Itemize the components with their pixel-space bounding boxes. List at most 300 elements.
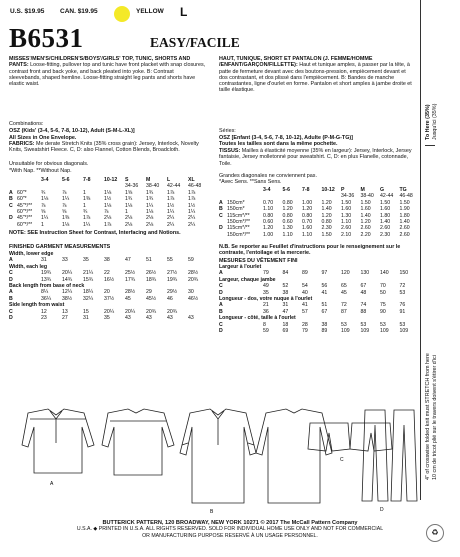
measurement-value: 53 xyxy=(341,321,347,328)
footer-line3: OR MANUFACTURING PURPOSE RESERVÉ À UN USAGE PERSONNEL. xyxy=(142,532,318,539)
measurement-value: 90 xyxy=(380,308,386,315)
measurement-value: 18¼ xyxy=(83,289,94,296)
measurement-value: 45 xyxy=(125,295,131,302)
yardage-value: 1⅝ xyxy=(125,189,133,196)
measurement-value: 45 xyxy=(341,289,347,296)
description-body-fr: Haut et tunique amples, à passer par la tête, à patte de fermeture devant avec des boutons-pression, empiècement devant et dos contrastant, et dos plissé dans l'empiècement. B: Bandes de manche contrastantes, ligne d'ourlet en forme. Pantalon et short amples à jambe droite et taille élastique. xyxy=(219,62,412,94)
view-letter: A xyxy=(219,270,223,277)
size-subcol: 46-48 xyxy=(399,193,413,200)
view-letter: C xyxy=(9,202,13,209)
fabric-width: 150cm*/** xyxy=(227,219,251,226)
measurement-value: 27 xyxy=(62,315,68,322)
fabric-width: 150cm* xyxy=(227,199,245,206)
measurement-value: 20¼ xyxy=(62,270,73,277)
yardage-value: 2⅛ xyxy=(125,221,133,228)
view-letter: D xyxy=(9,276,13,283)
size-col: S xyxy=(125,177,129,183)
measurement-value: 72 xyxy=(399,283,406,290)
yardage-value: 2.60 xyxy=(341,225,352,232)
measurement-value: 88 xyxy=(360,308,367,315)
measurement-value: 20¼ xyxy=(125,308,136,315)
view-letter: A xyxy=(9,289,13,296)
yardage-row xyxy=(9,222,209,228)
size-col: XL xyxy=(188,177,195,183)
measurement-value: 54 xyxy=(302,283,308,290)
fabrics-en xyxy=(9,141,207,154)
measurement-value: 29½ xyxy=(167,289,178,296)
yardage-value: 1.60 xyxy=(341,206,352,213)
view-letter: B xyxy=(219,308,223,315)
measurement-value: 16½ xyxy=(104,276,115,283)
yardage-value: ⅝ xyxy=(62,209,67,216)
yardage-value: 2.20 xyxy=(360,231,371,238)
yardage-value: 1.50 xyxy=(321,231,332,238)
size-col: 7-8 xyxy=(302,187,310,193)
yardage-value: 1.10 xyxy=(282,231,293,238)
yardage-value: 1⅛ xyxy=(104,189,112,196)
size-col: 5-6 xyxy=(62,177,70,183)
size-subcol: 38-40 xyxy=(146,183,160,190)
measurement-row xyxy=(9,315,209,321)
yardage-value: 1.50 xyxy=(399,199,410,206)
measurement-value: 18 xyxy=(282,321,289,328)
measurement-value: 75 xyxy=(380,302,386,309)
yardage-value: 1⅜ xyxy=(62,215,70,222)
measurement-value: 67 xyxy=(321,308,328,315)
view-letter: C xyxy=(219,212,223,219)
view-letter: A xyxy=(9,189,13,196)
yardage-value: 1⅛ xyxy=(62,221,70,228)
yardage-value: 1⅞ xyxy=(83,215,91,222)
measurement-value: 20¾ xyxy=(146,308,157,315)
yardage-value: 2.60 xyxy=(360,225,371,232)
yardage-value: 1⅞ xyxy=(167,196,175,203)
measurement-value: 20 xyxy=(104,289,110,296)
measurement-value: 8¼ xyxy=(41,289,49,296)
measurement-heading: Width, each leg xyxy=(9,263,47,270)
measurement-value: 38 xyxy=(104,257,110,264)
description-fr xyxy=(219,56,415,94)
yardage-value: 1.90 xyxy=(399,206,410,213)
sketch-view-d xyxy=(362,410,417,501)
description-en xyxy=(9,56,207,87)
size-subcol: 38-40 xyxy=(360,193,374,200)
fabrics-body: Me derate Stretch Knits (35% cross grain): Jersey, Interlock, Novelty Knits, Sweatshirt Fleece. C, D: also Flannel, Cotton Blends, Broadcloth. xyxy=(9,141,199,154)
size-col: L xyxy=(167,177,171,183)
yardage-value: 2¼ xyxy=(188,221,196,228)
measurement-value: 109 xyxy=(399,328,409,335)
view-label-d: D xyxy=(380,507,384,513)
sketch-view-a xyxy=(22,409,94,473)
all-sizes-fr: Toutes les tailles sont dans la même pochette. xyxy=(219,141,338,147)
footer xyxy=(0,520,460,539)
measurement-heading: Longueur - côté, taille à l'ourlet xyxy=(219,315,296,322)
yardage-value: 2⅛ xyxy=(146,221,154,228)
yardage-value: 1.20 xyxy=(302,206,313,213)
measurement-value: 23 xyxy=(41,315,47,322)
finished-title: FINISHED GARMENT MEASUREMENTS xyxy=(9,244,111,250)
stretch-guide-line xyxy=(420,0,421,500)
measurement-value: 28½ xyxy=(125,289,136,296)
measurement-value: 40 xyxy=(302,289,308,296)
yardage-value: 0.80 xyxy=(321,219,332,226)
yellow-dot-icon xyxy=(114,6,130,22)
yardage-value: 1.80 xyxy=(399,212,410,219)
yardage-value: 0.80 xyxy=(263,212,274,219)
view-letter: B xyxy=(9,295,13,302)
measurement-value: 89 xyxy=(302,270,308,277)
stretch-note-fr: 10 cm de tricot plié sur le travers doivent s'étirer d'ici xyxy=(432,355,438,480)
yardage-value: 1.20 xyxy=(360,219,371,226)
measurement-heading: Side length from waist xyxy=(9,302,65,309)
yardage-value: 1.10 xyxy=(302,231,313,238)
view-letter: A xyxy=(219,199,223,206)
size-subcol: 42-44 xyxy=(380,193,394,200)
yardage-value: 1.30 xyxy=(282,225,293,232)
description-title-fr: HAUT, TUNIQUE, SHORT ET PANTALON (J. FEMME/HOMME /ENFANT/GARÇON/FILLETTE): xyxy=(219,56,373,69)
measurement-value: 22 xyxy=(104,270,110,277)
fabric-width: 45"*/** xyxy=(17,202,33,209)
size-col: 10-12 xyxy=(104,177,118,183)
combinations-label: Combinations: xyxy=(9,121,44,127)
measurement-value: 84 xyxy=(282,270,289,277)
yardage-value: 1⅛ xyxy=(104,202,112,209)
tissus-fr xyxy=(219,148,415,167)
yardage-value: 1⅛ xyxy=(41,196,49,203)
measurement-value: 65 xyxy=(341,283,347,290)
size-col: TG xyxy=(399,187,407,193)
view-letter xyxy=(219,232,227,238)
measurement-value: 35 xyxy=(83,257,89,264)
measurement-value: 31 xyxy=(282,302,289,309)
price-can: CAN. $19.95 xyxy=(60,8,98,15)
yardage-value: 0.80 xyxy=(282,199,293,206)
yardage-value: 2.60 xyxy=(380,225,391,232)
diagonales-note: Grandes diagonales ne conviennent pas. xyxy=(219,173,318,179)
see-note-fr: N.B. Se reporter au Feuillet d'instructions pour le renseignement sur le contraste, l'entoilage et la mercerie. xyxy=(219,244,401,257)
yardage-value: 1.10 xyxy=(263,206,274,213)
size-col: 5-6 xyxy=(282,187,290,193)
yardage-value: 2⅛ xyxy=(104,215,112,222)
yardage-table-en xyxy=(9,177,209,228)
measurement-value: 27½ xyxy=(167,270,178,277)
sketch-view-b xyxy=(180,409,256,503)
yardage-value: 1.50 xyxy=(360,199,371,206)
yardage-value: 1.50 xyxy=(380,199,391,206)
sketch-view-a-back xyxy=(102,409,174,475)
size-col: G xyxy=(380,187,385,193)
size-subcol: 34-36 xyxy=(125,183,139,190)
fabrics-label: FABRICS: xyxy=(9,141,35,147)
size-subcol: 34-36 xyxy=(341,193,355,200)
measurement-value: 51 xyxy=(146,257,152,264)
yardage-value: 0.60 xyxy=(263,219,274,226)
measurement-value: 57 xyxy=(302,308,308,315)
measurement-value: 25½ xyxy=(125,270,136,277)
yardage-value: 2⅛ xyxy=(146,215,154,222)
view-letter: A xyxy=(9,257,13,264)
measurement-heading: Longueur - dos, votre nuque à l'ourlet xyxy=(219,296,313,303)
yardage-value: 1⅞ xyxy=(104,221,112,228)
measurement-value: 28 xyxy=(302,321,308,328)
technical-sketches xyxy=(10,405,420,515)
view-letter: C xyxy=(219,321,223,328)
measurement-value: 32¼ xyxy=(83,295,94,302)
fabric-width: 60"*/** xyxy=(17,221,33,228)
measurement-value: 49 xyxy=(263,283,269,290)
measurement-heading: Largeur à l'ourlet xyxy=(219,264,262,270)
size-col: M xyxy=(146,177,151,183)
measurement-value: 13 xyxy=(62,308,68,315)
yardage-value: ⅞ xyxy=(62,189,67,196)
yardage-value: 1¼ xyxy=(41,215,49,222)
yardage-value: 1.20 xyxy=(282,206,293,213)
yardage-value: 0.80 xyxy=(282,212,293,219)
yardage-value: 2.60 xyxy=(399,231,410,238)
measurement-value: 12 xyxy=(41,308,47,315)
difficulty: EASY/FACILE xyxy=(150,35,240,50)
view-letter: D xyxy=(9,315,13,322)
tissus-label: TISSUS: xyxy=(219,148,241,154)
view-letter xyxy=(9,222,17,228)
fabric-width: 60"*/** xyxy=(17,209,33,216)
yardage-table-fr xyxy=(219,187,419,238)
measurement-value: 36¼ xyxy=(41,295,52,302)
yardage-value: 2.30 xyxy=(321,225,332,232)
measurement-value: 97 xyxy=(321,270,328,277)
price-us: U.S. $19.95 xyxy=(10,8,45,15)
yardage-value: ¾ xyxy=(83,209,88,216)
measurement-value: 33 xyxy=(62,257,68,264)
yardage-value: 0.70 xyxy=(302,219,313,226)
yardage-row xyxy=(219,232,419,238)
measurement-value: 31 xyxy=(41,257,47,264)
view-letter: C xyxy=(9,308,13,315)
measurement-value: 140 xyxy=(380,270,389,277)
measurement-value: 43 xyxy=(146,315,152,322)
yardage-value: 1.40 xyxy=(321,206,332,213)
view-label-a: A xyxy=(50,481,54,487)
view-letter: D xyxy=(219,289,223,296)
measurement-value: 36 xyxy=(263,308,269,315)
yardage-value: 1⅜ xyxy=(83,196,91,203)
yardage-value: 1.20 xyxy=(321,199,332,206)
yardage-value: 1.00 xyxy=(263,231,274,238)
measurement-value: 69 xyxy=(282,328,289,335)
measurement-value: 72 xyxy=(341,302,347,309)
yardage-value: 1.40 xyxy=(399,219,410,226)
yardage-value: 1 xyxy=(83,189,86,196)
measurement-heading: Back length from base of neck xyxy=(9,283,85,290)
yardage-value: ¾ xyxy=(41,189,46,196)
measurement-value: 29 xyxy=(146,289,152,296)
yardage-value: 1½ xyxy=(167,202,175,209)
measurement-value: 109 xyxy=(380,328,389,335)
measurement-value: 53 xyxy=(399,321,406,328)
yardage-value: ⅝ xyxy=(41,209,46,216)
yardage-value: 2⅛ xyxy=(125,215,133,222)
measurement-value: 52 xyxy=(282,283,289,290)
measurement-value: 43 xyxy=(188,315,194,322)
measurement-value: 87 xyxy=(341,308,347,315)
yardage-value: 1.30 xyxy=(341,212,352,219)
measurement-row xyxy=(9,257,209,263)
yardage-value: 1 xyxy=(83,202,86,209)
yardage-value: 1⅞ xyxy=(167,189,175,196)
yardage-value: ⅞ xyxy=(62,202,67,209)
fabric-width: 150cm* xyxy=(227,206,245,213)
measurement-value: 38 xyxy=(321,321,328,328)
description-title: MISSES'/MEN'S/CHILDREN'S/BOYS'/GIRLS' TOP, TUNIC, SHORTS AND PANTS: xyxy=(9,56,191,69)
all-sizes: All Sizes in One Envelope. xyxy=(9,135,77,141)
view-letter: D xyxy=(9,215,13,222)
yardage-value: 1 xyxy=(125,209,128,216)
yardage-value: 1¼ xyxy=(146,202,154,209)
recycle-icon: ♻ xyxy=(426,524,444,542)
yardage-value: ⅞ xyxy=(41,202,46,209)
measurement-value: 56 xyxy=(321,283,328,290)
measurement-value: 48 xyxy=(360,289,367,296)
measurement-value: 14¾ xyxy=(62,276,73,283)
yardage-value: 1⅛ xyxy=(125,202,133,209)
measurement-value: 17¾ xyxy=(125,276,136,283)
measurement-row xyxy=(219,328,419,334)
measurement-value: 45½ xyxy=(146,295,157,302)
yardage-value: 1.40 xyxy=(360,212,371,219)
measurement-value: 20¼ xyxy=(104,308,115,315)
jusqu-label: Jusqu'ici (35%) xyxy=(432,103,438,140)
view-letter: B xyxy=(9,196,13,203)
fabric-width: 150cm*/** xyxy=(227,231,251,238)
yardage-value: 1.20 xyxy=(321,212,332,219)
to-here-label: To Here (35%) xyxy=(425,104,431,140)
size-col: 3-4 xyxy=(263,187,271,193)
measurement-value: 20¾ xyxy=(167,308,178,315)
measurement-value: 47 xyxy=(282,308,289,315)
view-letter: B xyxy=(219,206,223,213)
measurement-value: 67 xyxy=(360,283,367,290)
fabric-width: 45"*/** xyxy=(17,215,33,222)
view-label-b: B xyxy=(210,509,214,515)
yardage-value: 1.80 xyxy=(380,212,391,219)
fabric-width: 115cm*/** xyxy=(227,225,250,232)
size-col: 3-4 xyxy=(41,177,49,183)
finished-title-fr: MESURES DU VÊTEMENT FINI xyxy=(219,258,298,264)
measurement-value: 15¾ xyxy=(83,276,94,283)
stretch-note: 4" of crosswise folded knit must STRETCH from here xyxy=(425,353,431,480)
yardage-value: 1½ xyxy=(188,202,196,209)
measurement-value: 53 xyxy=(399,289,406,296)
osz-label: OSZ (Kids' (3-4, 5-6, 7-8, 10-12), Adult (S-M-L-XL)] xyxy=(9,128,135,134)
yardage-value: 1¾ xyxy=(146,196,154,203)
yardage-value: 2¼ xyxy=(188,215,196,222)
footer-line2: U.S.A. ◆ PRINTED IN U.S.A. ALL RIGHTS RESERVED. SOLD FOR INDIVIDUAL HOME USE ONLY AND NOT FOR COMMERCIAL xyxy=(76,526,384,533)
finished-measurements-fr xyxy=(219,264,419,334)
measurement-value: 20¾ xyxy=(188,276,199,283)
size-letter: L xyxy=(180,5,188,19)
view-letter: C xyxy=(219,283,223,290)
unsuitable-note: Unsuitable for obvious diagonals. xyxy=(9,161,89,167)
measurement-value: 18¾ xyxy=(146,276,157,283)
description-body: Loose-fitting, pullover top and tunic have front placket with snap closures, contrast front and back yoke, and back pleated into yoke. B: Contrast sleevebands, shaped hemline. Loose-fitting straight leg pants and shorts have elastic waist. xyxy=(9,62,206,88)
yardage-value: 2¼ xyxy=(167,221,175,228)
measurement-value: 31 xyxy=(83,315,89,322)
yardage-value: 1⅛ xyxy=(146,209,154,216)
measurement-value: 41 xyxy=(321,289,328,296)
measurement-value: 70 xyxy=(380,283,386,290)
measurement-value: 74 xyxy=(360,302,367,309)
measurement-value: 13¾ xyxy=(41,276,52,283)
measurement-value: 35 xyxy=(104,315,110,322)
fabric-width: 60"* xyxy=(17,196,27,203)
yardage-value: 0.80 xyxy=(302,212,313,219)
yardage-value: 1¼ xyxy=(167,209,175,216)
finished-measurements-en xyxy=(9,251,209,321)
measurement-row xyxy=(219,270,419,276)
measurement-value: 120 xyxy=(341,270,350,277)
yardage-value: 1.50 xyxy=(341,199,352,206)
footer-line1: BUTTERICK PATTERN, 120 BROADWAY, NEW YORK 10271 © 2017 The McCall Pattern Company xyxy=(102,520,358,526)
yardage-value: 1.60 xyxy=(380,206,391,213)
measurement-value: 47 xyxy=(125,257,131,264)
measurement-value: 37½ xyxy=(104,295,115,302)
size-col: 10-12 xyxy=(321,187,335,193)
measurement-value: 51 xyxy=(321,302,328,309)
yardage-value: 1 xyxy=(41,221,44,228)
nap-note: *With Nap. **Without Nap. xyxy=(9,168,72,174)
size-col: M xyxy=(360,187,365,193)
size-col: 7-8 xyxy=(83,177,91,183)
yardage-value: ⅞ xyxy=(104,209,109,216)
measurement-value: 43 xyxy=(125,315,131,322)
measurement-value: 91 xyxy=(399,308,406,315)
yardage-value: 1¾ xyxy=(146,189,154,196)
yardage-value: 1¼ xyxy=(62,196,70,203)
yardage-value: 1¾ xyxy=(125,196,133,203)
pattern-number: B6531 xyxy=(9,23,84,53)
see-instruction: NOTE: SEE Instruction Sheet for Contrast, Interfacing and Notions. xyxy=(9,230,181,236)
measurement-value: 55 xyxy=(167,257,173,264)
yardage-value: 1½ xyxy=(104,196,112,203)
measurement-value: 53 xyxy=(360,321,367,328)
view-letter: D xyxy=(219,328,223,335)
yardage-value: 0.60 xyxy=(282,219,293,226)
measurement-value: 109 xyxy=(360,328,370,335)
fabric-width: 115cm*/** xyxy=(227,212,250,219)
measurement-value: 12¼ xyxy=(62,289,73,296)
series-label: Séries: xyxy=(219,128,236,134)
measurement-value: 79 xyxy=(302,328,308,335)
yardage-value: 2.30 xyxy=(380,231,391,238)
measurement-value: 19¾ xyxy=(41,270,52,277)
measurement-value: 53 xyxy=(380,321,386,328)
measurement-value: 109 xyxy=(341,328,350,335)
size-subcol: 42-44 xyxy=(167,183,181,190)
yardage-value: 0.70 xyxy=(263,199,274,206)
yardage-value: 1.60 xyxy=(302,225,313,232)
tissus-body: Mailles à élasticité moyenne (35% en largeur): Jersey, Interlock, Jersey fantaisie, Jersey molletonné pour sweatshirt. C, D: en plus Flanelle, cotonnade, Toile. xyxy=(219,148,412,167)
view-letter: D xyxy=(219,225,223,232)
view-letter: C xyxy=(9,270,13,277)
view-letter: A xyxy=(219,302,223,309)
size-col: P xyxy=(341,187,345,193)
yardage-value: 2.10 xyxy=(341,231,352,238)
measurement-value: 46½ xyxy=(188,295,199,302)
yardage-value: 1.20 xyxy=(263,225,274,232)
measurement-value: 76 xyxy=(399,302,406,309)
measurement-value: 35 xyxy=(263,289,269,296)
measurement-value: 50 xyxy=(380,289,386,296)
